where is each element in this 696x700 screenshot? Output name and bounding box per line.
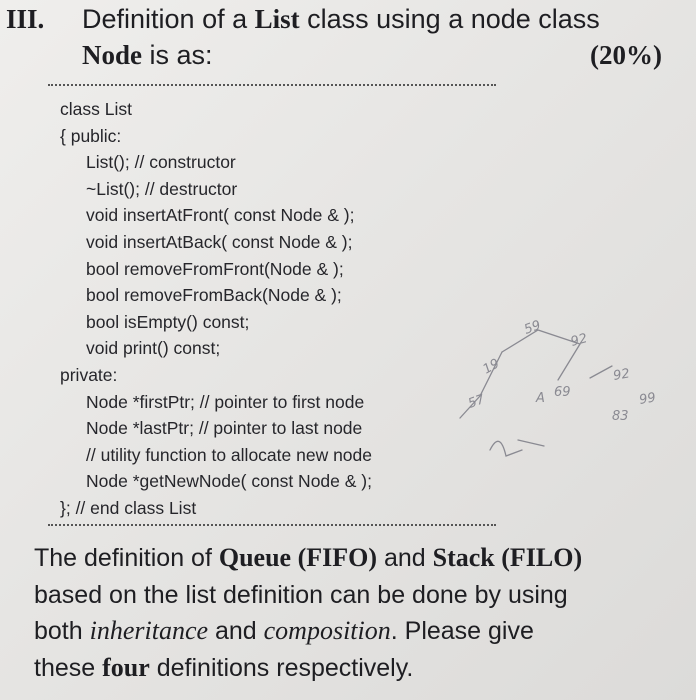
code-line: bool isEmpty() const; (86, 311, 250, 332)
title-text: Definition of a (82, 4, 255, 34)
title-bold-list: List (254, 4, 300, 34)
scribble-mark: 19 (480, 356, 503, 378)
paragraph-line-1 (34, 540, 694, 577)
bold-four: four (102, 652, 150, 682)
code-line: Node *getNewNode( const Node & ); (86, 471, 372, 492)
italic-inheritance: inheritance (89, 616, 209, 645)
scribble-mark: 99 (638, 390, 657, 408)
code-line: ~List(); // destructor (86, 178, 238, 199)
text-run: both (34, 617, 90, 645)
code-line: // utility function to allocate new node (86, 444, 373, 465)
scribble-stroke (518, 440, 544, 446)
code-line: private: (60, 364, 118, 385)
code-line: void insertAtFront( const Node & ); (86, 205, 355, 226)
scribble-mark: 92 (612, 366, 631, 384)
title-text-rest: class using a node class (299, 4, 600, 34)
code-line: { public: (60, 125, 122, 146)
code-line: bool removeFromBack(Node & ); (86, 285, 342, 306)
text-run: and (208, 617, 264, 645)
scribble-stroke (558, 344, 580, 380)
scribble-stroke (502, 330, 580, 352)
code-block (48, 96, 372, 522)
code-line: void print() const; (86, 338, 221, 359)
question-paragraph (34, 540, 694, 686)
text-run: and (377, 544, 433, 572)
bold-queue: Queue (FIFO) (218, 543, 377, 572)
paragraph-line-2: based on the list definition can be done by using (34, 580, 568, 609)
code-line: Node *firstPtr; // pointer to first node (86, 391, 365, 412)
code-line: }; // end class List (60, 497, 197, 518)
title-bold-node: Node (82, 40, 142, 70)
scribble-stroke (490, 441, 522, 456)
code-line: class List (60, 99, 132, 119)
scribble-mark: 57 (466, 392, 487, 412)
text-run: these (34, 653, 103, 682)
bold-stack: Stack (FILO) (432, 543, 583, 572)
question-title-line2 (82, 40, 213, 71)
italic-composition: composition (263, 616, 391, 645)
question-number: III. (6, 4, 45, 34)
text-run: . Please give (390, 617, 534, 645)
pencil-scribble (440, 300, 670, 490)
code-line: void insertAtBack( const Node & ); (86, 231, 353, 252)
scribble-mark: 59 (522, 318, 543, 338)
divider-top (48, 84, 496, 86)
points-weight: (20%) (590, 40, 662, 70)
title-text-is-as: is as: (142, 40, 213, 70)
paragraph-line-4 (34, 650, 694, 687)
code-line: Node *lastPtr; // pointer to last node (86, 418, 363, 439)
text-run: The definition of (34, 544, 219, 572)
paragraph-line-3 (34, 613, 694, 650)
divider-bottom (48, 524, 496, 526)
scribble-mark: 83 (612, 409, 629, 424)
code-line: List(); // constructor (86, 152, 236, 173)
code-line: bool removeFromFront(Node & ); (86, 258, 344, 279)
scribble-mark: A (536, 391, 545, 406)
scribble-mark: 92 (569, 331, 590, 350)
scribble-stroke (590, 366, 612, 378)
scribble-mark: 69 (554, 385, 571, 400)
question-title-line1 (82, 4, 600, 35)
text-run: definitions respectively. (149, 653, 414, 682)
